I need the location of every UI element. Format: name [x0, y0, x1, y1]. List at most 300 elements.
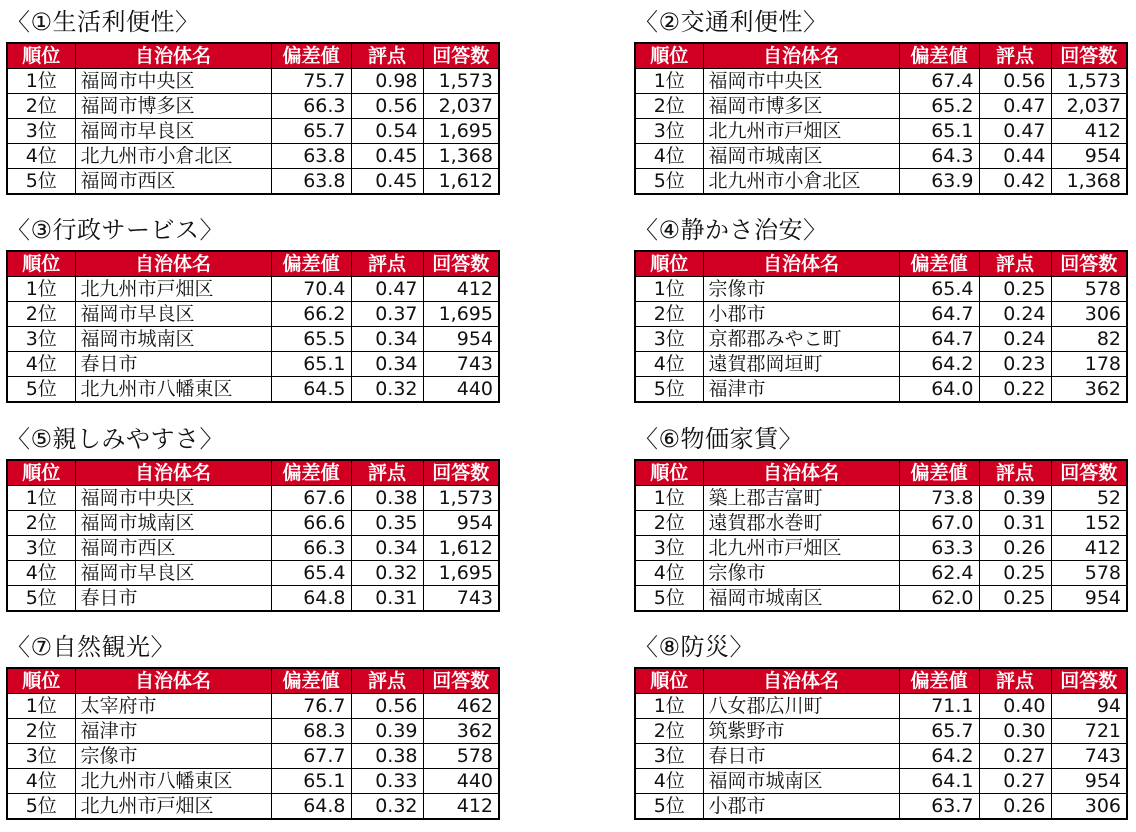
response-count-cell: 578 [1051, 561, 1127, 586]
ranking-section [6, 2, 498, 195]
response-count-cell: 1,695 [423, 119, 499, 144]
score-cell: 0.37 [351, 302, 423, 327]
table-row [7, 377, 499, 403]
table-row [7, 302, 499, 327]
deviation-cell: 67.4 [899, 69, 979, 94]
score-cell: 0.33 [351, 769, 423, 794]
deviation-cell: 63.8 [271, 169, 351, 195]
municipality-cell: 福岡市城南区 [703, 144, 899, 169]
response-count-cell: 82 [1051, 327, 1127, 352]
score-cell: 0.47 [979, 94, 1051, 119]
score-cell: 0.32 [351, 377, 423, 403]
table-row [635, 302, 1127, 327]
response-count-cell: 462 [423, 694, 499, 719]
rank-cell: 2位 [635, 302, 703, 327]
rank-cell: 1位 [7, 69, 75, 94]
score-cell: 0.38 [351, 744, 423, 769]
deviation-cell: 64.8 [271, 794, 351, 820]
score-cell: 0.25 [979, 561, 1051, 586]
municipality-cell: 福岡市城南区 [703, 769, 899, 794]
rank-cell: 1位 [635, 694, 703, 719]
response-count-cell: 1,573 [423, 486, 499, 511]
table-header-row [635, 668, 1127, 694]
score-cell: 0.22 [979, 377, 1051, 403]
response-count-cell: 721 [1051, 719, 1127, 744]
rank-cell: 1位 [7, 277, 75, 302]
municipality-cell: 福岡市早良区 [75, 561, 271, 586]
rank-cell: 1位 [7, 486, 75, 511]
deviation-cell: 68.3 [271, 719, 351, 744]
rank-cell: 1位 [635, 277, 703, 302]
response-count-cell: 1,573 [423, 69, 499, 94]
deviation-cell: 65.7 [271, 119, 351, 144]
score-cell: 0.56 [351, 94, 423, 119]
response-count-cell: 743 [423, 352, 499, 377]
score-cell: 0.27 [979, 744, 1051, 769]
deviation-cell: 67.7 [271, 744, 351, 769]
municipality-cell: 遠賀郡岡垣町 [703, 352, 899, 377]
response-count-cell: 954 [1051, 769, 1127, 794]
section-title: 〈⑦自然観光〉 [6, 633, 176, 661]
score-cell: 0.32 [351, 561, 423, 586]
header-score: 評点 [979, 43, 1051, 69]
header-municipality: 自治体名 [75, 460, 271, 486]
rank-cell: 3位 [7, 536, 75, 561]
section-title: 〈⑧防災〉 [634, 633, 755, 661]
rank-cell: 3位 [635, 327, 703, 352]
score-cell: 0.44 [979, 144, 1051, 169]
deviation-cell: 66.3 [271, 94, 351, 119]
header-score: 評点 [979, 251, 1051, 277]
municipality-cell: 北九州市小倉北区 [75, 144, 271, 169]
table-row [635, 377, 1127, 403]
header-municipality: 自治体名 [703, 251, 899, 277]
score-cell: 0.34 [351, 327, 423, 352]
table-row [635, 169, 1127, 195]
table-row [7, 119, 499, 144]
rank-cell: 2位 [635, 94, 703, 119]
table-row [7, 144, 499, 169]
municipality-cell: 北九州市戸畑区 [703, 119, 899, 144]
deviation-cell: 65.4 [899, 277, 979, 302]
municipality-cell: 福岡市博多区 [75, 94, 271, 119]
table-row [7, 561, 499, 586]
table-row [635, 352, 1127, 377]
deviation-cell: 65.5 [271, 327, 351, 352]
table-row [635, 277, 1127, 302]
header-rank: 順位 [7, 251, 75, 277]
municipality-cell: 福岡市城南区 [75, 511, 271, 536]
deviation-cell: 64.2 [899, 744, 979, 769]
municipality-cell: 遠賀郡水巻町 [703, 511, 899, 536]
table-row [7, 486, 499, 511]
ranking-section [6, 627, 498, 820]
header-deviation: 偏差値 [271, 43, 351, 69]
municipality-cell: 福岡市早良区 [75, 302, 271, 327]
response-count-cell: 412 [423, 277, 499, 302]
rank-cell: 2位 [7, 94, 75, 119]
municipality-cell: 太宰府市 [75, 694, 271, 719]
rank-cell: 4位 [7, 769, 75, 794]
deviation-cell: 66.3 [271, 536, 351, 561]
deviation-cell: 73.8 [899, 486, 979, 511]
table-row [7, 719, 499, 744]
response-count-cell: 1,368 [423, 144, 499, 169]
section-title: 〈⑤親しみやすさ〉 [6, 425, 225, 453]
header-deviation: 偏差値 [899, 251, 979, 277]
deviation-cell: 64.8 [271, 586, 351, 612]
header-score: 評点 [351, 251, 423, 277]
table-row [635, 327, 1127, 352]
response-count-cell: 1,612 [423, 169, 499, 195]
header-rank: 順位 [635, 43, 703, 69]
rank-cell: 3位 [7, 327, 75, 352]
response-count-cell: 1,695 [423, 302, 499, 327]
table-row [635, 719, 1127, 744]
deviation-cell: 64.2 [899, 352, 979, 377]
table-row [635, 69, 1127, 94]
header-municipality: 自治体名 [703, 460, 899, 486]
municipality-cell: 福津市 [75, 719, 271, 744]
table-row [635, 794, 1127, 820]
rank-cell: 5位 [7, 586, 75, 612]
deviation-cell: 66.6 [271, 511, 351, 536]
deviation-cell: 64.7 [899, 327, 979, 352]
municipality-cell: 春日市 [75, 586, 271, 612]
municipality-cell: 北九州市戸畑区 [75, 277, 271, 302]
rank-cell: 2位 [635, 719, 703, 744]
header-score: 評点 [351, 43, 423, 69]
header-response-count: 回答数 [423, 251, 499, 277]
municipality-cell: 福岡市西区 [75, 169, 271, 195]
rank-cell: 5位 [635, 377, 703, 403]
score-cell: 0.23 [979, 352, 1051, 377]
ranking-section [634, 627, 1126, 820]
municipality-cell: 春日市 [75, 352, 271, 377]
deviation-cell: 62.0 [899, 586, 979, 612]
header-municipality: 自治体名 [703, 43, 899, 69]
municipality-cell: 福岡市西区 [75, 536, 271, 561]
header-rank: 順位 [635, 460, 703, 486]
header-response-count: 回答数 [1051, 668, 1127, 694]
score-cell: 0.26 [979, 794, 1051, 820]
section-title: 〈③行政サービス〉 [6, 216, 225, 244]
response-count-cell: 743 [423, 586, 499, 612]
score-cell: 0.56 [351, 694, 423, 719]
deviation-cell: 64.3 [899, 144, 979, 169]
score-cell: 0.39 [979, 486, 1051, 511]
municipality-cell: 北九州市八幡東区 [75, 377, 271, 403]
table-header-row [7, 460, 499, 486]
table-header-row [7, 668, 499, 694]
section-title: 〈①生活利便性〉 [6, 8, 200, 36]
table-row [7, 69, 499, 94]
deviation-cell: 67.6 [271, 486, 351, 511]
rank-cell: 2位 [7, 302, 75, 327]
table-row [7, 327, 499, 352]
deviation-cell: 65.1 [271, 352, 351, 377]
table-row [635, 511, 1127, 536]
header-rank: 順位 [635, 668, 703, 694]
deviation-cell: 65.4 [271, 561, 351, 586]
deviation-cell: 65.1 [899, 119, 979, 144]
response-count-cell: 1,573 [1051, 69, 1127, 94]
deviation-cell: 70.4 [271, 277, 351, 302]
rank-cell: 5位 [635, 169, 703, 195]
score-cell: 0.24 [979, 327, 1051, 352]
rank-cell: 5位 [7, 377, 75, 403]
response-count-cell: 954 [423, 511, 499, 536]
ranking-section [6, 419, 498, 612]
deviation-cell: 62.4 [899, 561, 979, 586]
score-cell: 0.54 [351, 119, 423, 144]
section-title: 〈⑥物価家賃〉 [634, 425, 804, 453]
table-header-row [635, 460, 1127, 486]
rank-cell: 4位 [635, 144, 703, 169]
municipality-cell: 福岡市中央区 [75, 69, 271, 94]
deviation-cell: 63.7 [899, 794, 979, 820]
table-row [635, 744, 1127, 769]
response-count-cell: 743 [1051, 744, 1127, 769]
response-count-cell: 2,037 [1051, 94, 1127, 119]
municipality-cell: 八女郡広川町 [703, 694, 899, 719]
rank-cell: 5位 [635, 586, 703, 612]
rank-cell: 4位 [635, 769, 703, 794]
header-response-count: 回答数 [1051, 251, 1127, 277]
deviation-cell: 64.7 [899, 302, 979, 327]
response-count-cell: 954 [1051, 586, 1127, 612]
municipality-cell: 筑紫野市 [703, 719, 899, 744]
table-row [7, 586, 499, 612]
response-count-cell: 1,368 [1051, 169, 1127, 195]
response-count-cell: 412 [1051, 119, 1127, 144]
response-count-cell: 1,612 [423, 536, 499, 561]
header-rank: 順位 [7, 668, 75, 694]
deviation-cell: 67.0 [899, 511, 979, 536]
table-row [635, 536, 1127, 561]
header-rank: 順位 [7, 460, 75, 486]
municipality-cell: 福岡市中央区 [75, 486, 271, 511]
header-response-count: 回答数 [423, 668, 499, 694]
municipality-cell: 春日市 [703, 744, 899, 769]
municipality-cell: 福岡市中央区 [703, 69, 899, 94]
deviation-cell: 64.0 [899, 377, 979, 403]
ranking-table [634, 667, 1128, 820]
municipality-cell: 福岡市城南区 [703, 586, 899, 612]
municipality-cell: 福津市 [703, 377, 899, 403]
deviation-cell: 64.5 [271, 377, 351, 403]
rank-cell: 3位 [635, 119, 703, 144]
ranking-table [6, 42, 500, 195]
municipality-cell: 宗像市 [703, 277, 899, 302]
table-header-row [7, 43, 499, 69]
deviation-cell: 64.1 [899, 769, 979, 794]
header-score: 評点 [351, 460, 423, 486]
deviation-cell: 76.7 [271, 694, 351, 719]
table-row [7, 794, 499, 820]
municipality-cell: 福岡市博多区 [703, 94, 899, 119]
header-response-count: 回答数 [423, 43, 499, 69]
ranking-table [6, 667, 500, 820]
ranking-section [6, 210, 498, 403]
header-deviation: 偏差値 [899, 460, 979, 486]
header-response-count: 回答数 [423, 460, 499, 486]
score-cell: 0.38 [351, 486, 423, 511]
header-deviation: 偏差値 [899, 668, 979, 694]
table-row [635, 94, 1127, 119]
header-deviation: 偏差値 [271, 251, 351, 277]
municipality-cell: 福岡市早良区 [75, 119, 271, 144]
municipality-cell: 宗像市 [75, 744, 271, 769]
rank-cell: 4位 [7, 561, 75, 586]
table-row [635, 119, 1127, 144]
table-row [635, 561, 1127, 586]
header-score: 評点 [979, 668, 1051, 694]
rank-cell: 1位 [635, 486, 703, 511]
ranking-section [634, 419, 1126, 612]
score-cell: 0.40 [979, 694, 1051, 719]
score-cell: 0.26 [979, 536, 1051, 561]
deviation-cell: 66.2 [271, 302, 351, 327]
rank-cell: 2位 [7, 511, 75, 536]
score-cell: 0.30 [979, 719, 1051, 744]
response-count-cell: 954 [423, 327, 499, 352]
municipality-cell: 小郡市 [703, 302, 899, 327]
score-cell: 0.56 [979, 69, 1051, 94]
header-score: 評点 [979, 460, 1051, 486]
rank-cell: 3位 [7, 119, 75, 144]
header-rank: 順位 [635, 251, 703, 277]
score-cell: 0.27 [979, 769, 1051, 794]
deviation-cell: 63.3 [899, 536, 979, 561]
municipality-cell: 北九州市戸畑区 [75, 794, 271, 820]
rank-cell: 4位 [635, 561, 703, 586]
municipality-cell: 福岡市城南区 [75, 327, 271, 352]
municipality-cell: 宗像市 [703, 561, 899, 586]
table-row [7, 536, 499, 561]
rank-cell: 1位 [7, 694, 75, 719]
header-municipality: 自治体名 [75, 43, 271, 69]
header-response-count: 回答数 [1051, 460, 1127, 486]
response-count-cell: 2,037 [423, 94, 499, 119]
score-cell: 0.25 [979, 586, 1051, 612]
table-row [635, 486, 1127, 511]
rank-cell: 5位 [7, 794, 75, 820]
header-deviation: 偏差値 [899, 43, 979, 69]
header-municipality: 自治体名 [75, 251, 271, 277]
response-count-cell: 412 [1051, 536, 1127, 561]
table-row [7, 694, 499, 719]
deviation-cell: 65.7 [899, 719, 979, 744]
rank-cell: 5位 [7, 169, 75, 195]
response-count-cell: 578 [423, 744, 499, 769]
rank-cell: 4位 [635, 352, 703, 377]
municipality-cell: 北九州市戸畑区 [703, 536, 899, 561]
response-count-cell: 440 [423, 769, 499, 794]
header-municipality: 自治体名 [703, 668, 899, 694]
table-row [7, 352, 499, 377]
ranking-section [634, 210, 1126, 403]
score-cell: 0.98 [351, 69, 423, 94]
response-count-cell: 578 [1051, 277, 1127, 302]
response-count-cell: 94 [1051, 694, 1127, 719]
rank-cell: 2位 [7, 719, 75, 744]
response-count-cell: 52 [1051, 486, 1127, 511]
score-cell: 0.39 [351, 719, 423, 744]
table-row [7, 744, 499, 769]
rank-cell: 4位 [7, 144, 75, 169]
ranking-table [6, 250, 500, 403]
table-header-row [635, 43, 1127, 69]
score-cell: 0.45 [351, 169, 423, 195]
municipality-cell: 京都郡みやこ町 [703, 327, 899, 352]
response-count-cell: 362 [423, 719, 499, 744]
deviation-cell: 75.7 [271, 69, 351, 94]
header-rank: 順位 [7, 43, 75, 69]
response-count-cell: 362 [1051, 377, 1127, 403]
section-title: 〈④静かさ治安〉 [634, 216, 828, 244]
response-count-cell: 412 [423, 794, 499, 820]
rank-cell: 2位 [635, 511, 703, 536]
header-deviation: 偏差値 [271, 668, 351, 694]
score-cell: 0.31 [351, 586, 423, 612]
deviation-cell: 63.8 [271, 144, 351, 169]
deviation-cell: 65.2 [899, 94, 979, 119]
response-count-cell: 306 [1051, 302, 1127, 327]
response-count-cell: 152 [1051, 511, 1127, 536]
header-score: 評点 [351, 668, 423, 694]
municipality-cell: 北九州市八幡東区 [75, 769, 271, 794]
header-response-count: 回答数 [1051, 43, 1127, 69]
response-count-cell: 1,695 [423, 561, 499, 586]
score-cell: 0.34 [351, 352, 423, 377]
table-header-row [635, 251, 1127, 277]
score-cell: 0.47 [351, 277, 423, 302]
rank-cell: 3位 [635, 744, 703, 769]
score-cell: 0.25 [979, 277, 1051, 302]
score-cell: 0.34 [351, 536, 423, 561]
score-cell: 0.35 [351, 511, 423, 536]
response-count-cell: 178 [1051, 352, 1127, 377]
deviation-cell: 65.1 [271, 769, 351, 794]
ranking-section [634, 2, 1126, 195]
rank-cell: 3位 [635, 536, 703, 561]
rank-cell: 5位 [635, 794, 703, 820]
table-row [7, 769, 499, 794]
response-count-cell: 954 [1051, 144, 1127, 169]
municipality-cell: 小郡市 [703, 794, 899, 820]
response-count-cell: 440 [423, 377, 499, 403]
table-row [7, 169, 499, 195]
table-row [635, 586, 1127, 612]
rank-cell: 3位 [7, 744, 75, 769]
ranking-table [634, 250, 1128, 403]
table-row [7, 277, 499, 302]
score-cell: 0.31 [979, 511, 1051, 536]
table-row [635, 694, 1127, 719]
rank-cell: 4位 [7, 352, 75, 377]
score-cell: 0.42 [979, 169, 1051, 195]
table-row [7, 94, 499, 119]
table-header-row [7, 251, 499, 277]
score-cell: 0.32 [351, 794, 423, 820]
table-row [7, 511, 499, 536]
response-count-cell: 306 [1051, 794, 1127, 820]
ranking-table [634, 42, 1128, 195]
municipality-cell: 北九州市小倉北区 [703, 169, 899, 195]
score-cell: 0.45 [351, 144, 423, 169]
ranking-table [634, 459, 1128, 612]
